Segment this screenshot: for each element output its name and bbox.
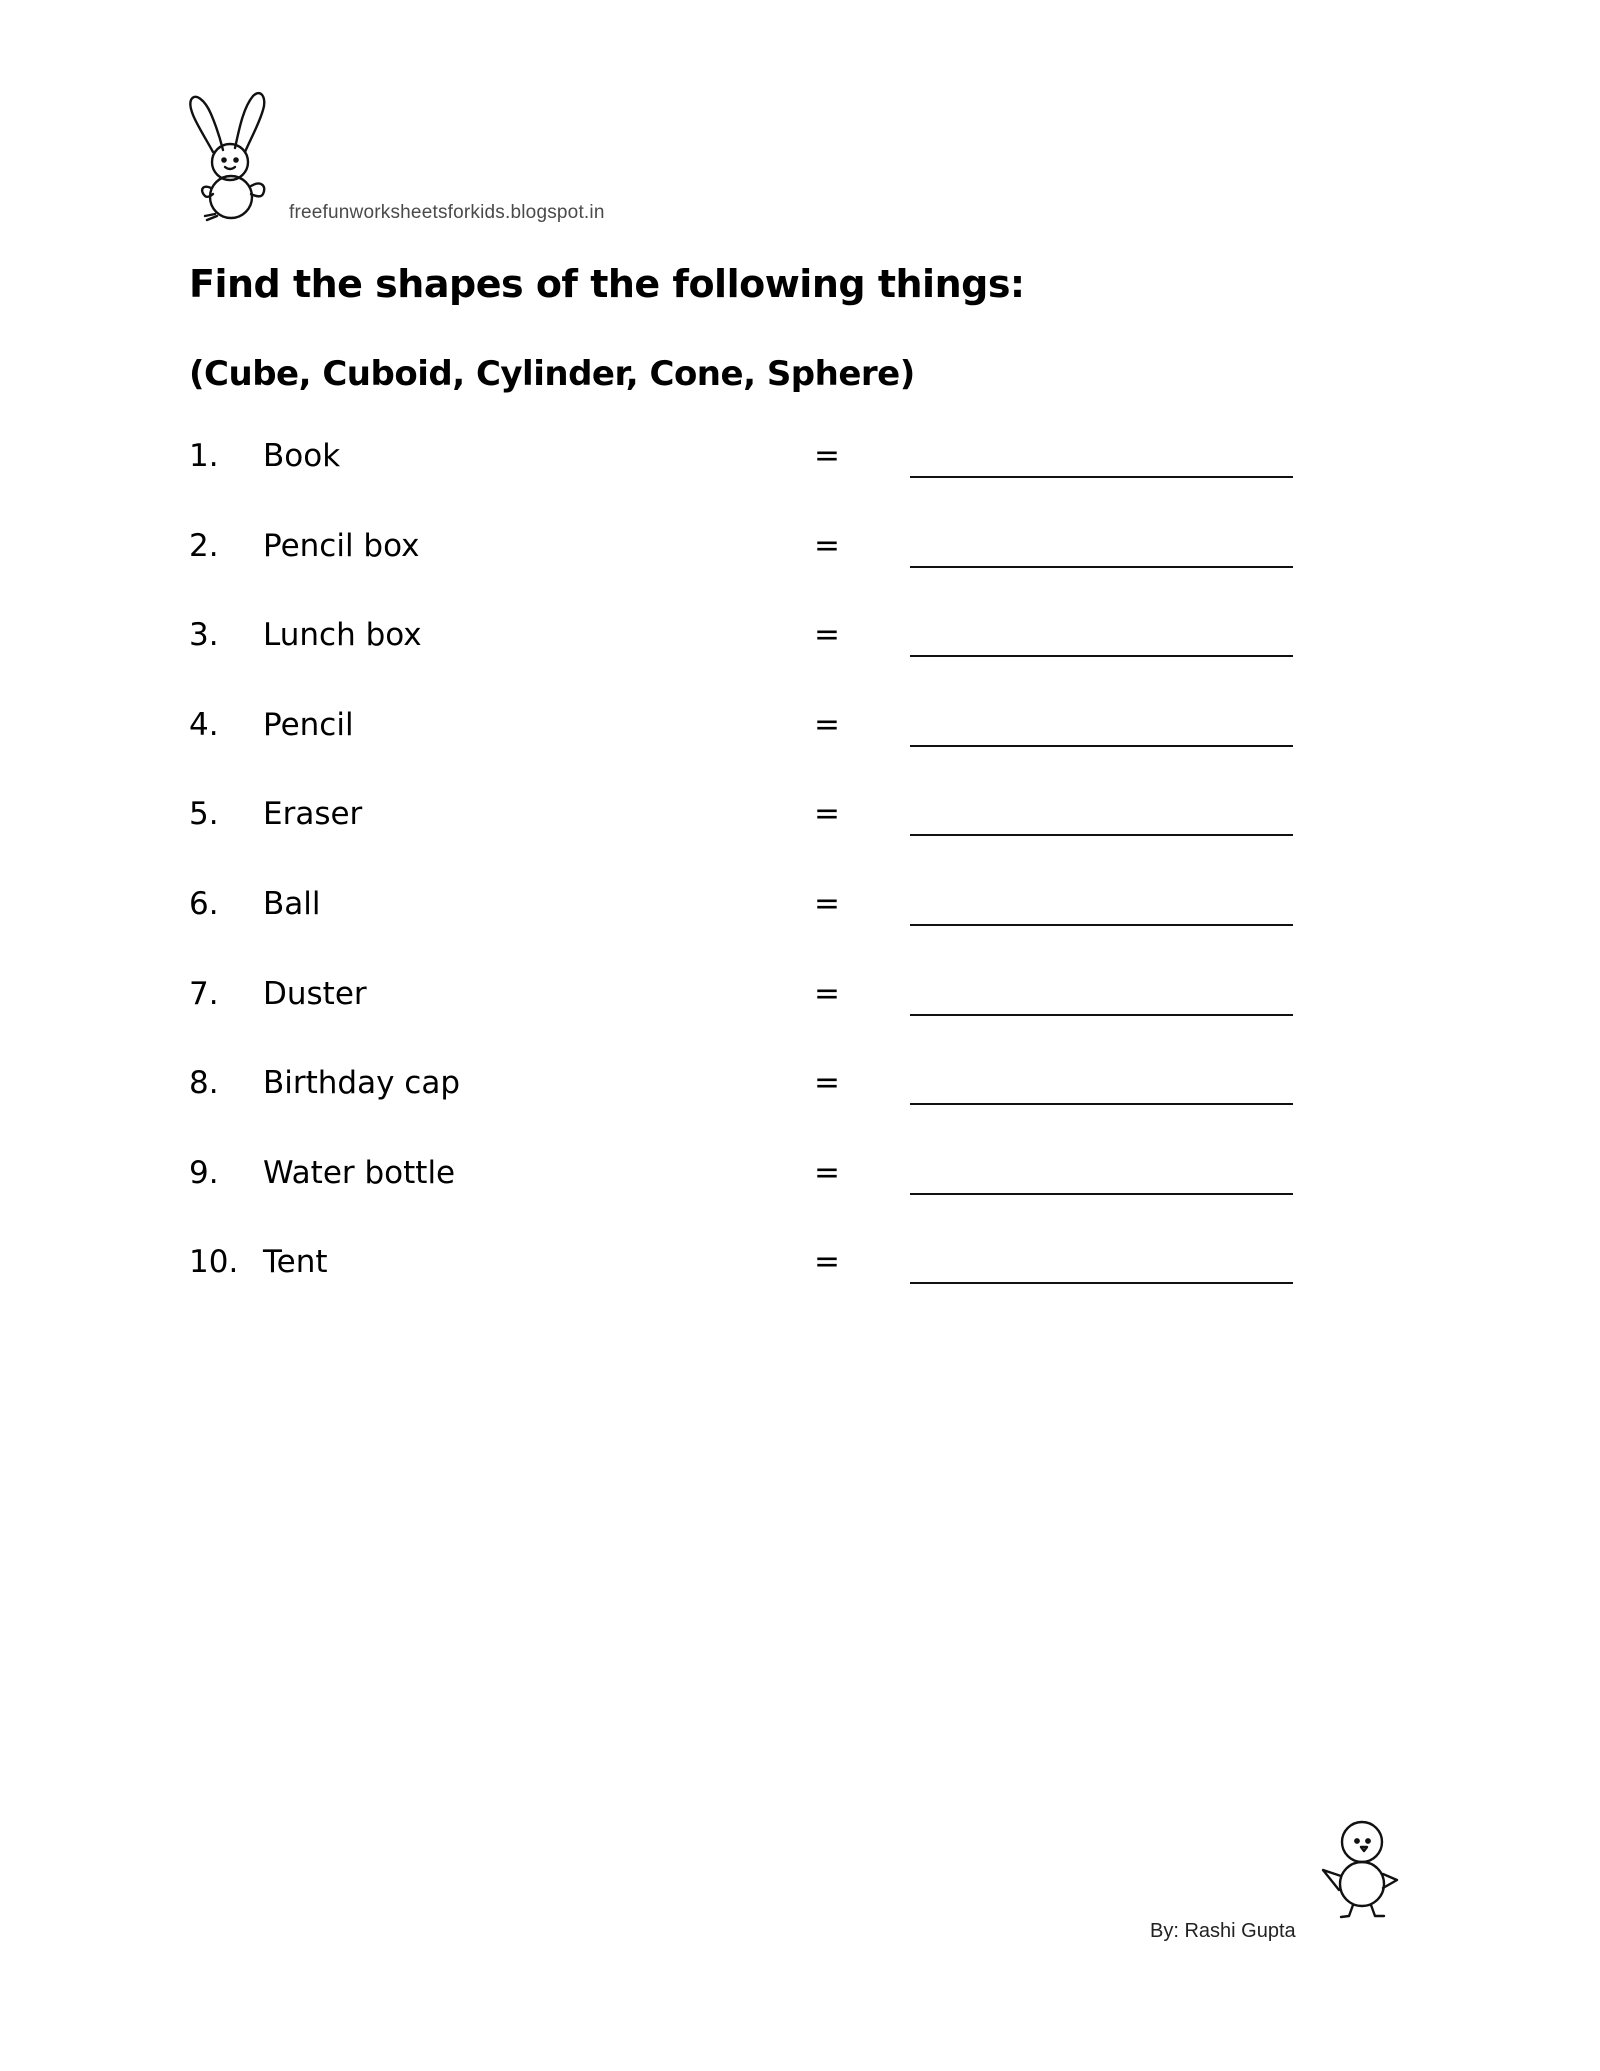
shape-options: (Cube, Cuboid, Cylinder, Cone, Sphere) bbox=[189, 354, 915, 394]
answer-blank[interactable] bbox=[910, 566, 1293, 568]
equals-sign: = bbox=[814, 1065, 840, 1102]
equals-sign: = bbox=[814, 527, 840, 564]
answer-blank[interactable] bbox=[910, 1103, 1293, 1105]
question-row bbox=[0, 1155, 1600, 1245]
answer-blank[interactable] bbox=[910, 745, 1293, 747]
question-number: 8. bbox=[189, 1065, 219, 1102]
question-number: 5. bbox=[189, 796, 219, 833]
equals-sign: = bbox=[814, 885, 840, 922]
question-item: Tent bbox=[263, 1244, 328, 1281]
answer-blank[interactable] bbox=[910, 834, 1293, 836]
question-number: 9. bbox=[189, 1154, 219, 1191]
answer-blank[interactable] bbox=[910, 1193, 1293, 1195]
question-number: 10. bbox=[189, 1244, 239, 1281]
answer-blank[interactable] bbox=[910, 1014, 1293, 1016]
question-item: Lunch box bbox=[263, 617, 422, 654]
question-row bbox=[0, 617, 1600, 707]
question-number: 2. bbox=[189, 527, 219, 564]
question-item: Book bbox=[263, 438, 341, 474]
question-row bbox=[0, 528, 1600, 618]
site-url: freefunworksheetsforkids.blogspot.in bbox=[289, 202, 605, 223]
question-list bbox=[0, 438, 1600, 1334]
question-item: Pencil box bbox=[263, 527, 420, 564]
question-item: Water bottle bbox=[263, 1154, 456, 1191]
answer-blank[interactable] bbox=[910, 655, 1293, 657]
question-item: Birthday cap bbox=[263, 1065, 461, 1102]
author-credit: By: Rashi Gupta bbox=[1150, 1920, 1296, 1942]
equals-sign: = bbox=[814, 1244, 840, 1281]
question-row bbox=[0, 886, 1600, 976]
question-item: Eraser bbox=[263, 796, 363, 833]
question-number: 6. bbox=[189, 885, 219, 922]
worksheet-title: Find the shapes of the following things: bbox=[189, 262, 1025, 306]
question-item: Pencil bbox=[263, 706, 354, 743]
answer-blank[interactable] bbox=[910, 1282, 1293, 1284]
question-row bbox=[0, 796, 1600, 886]
question-number: 3. bbox=[189, 617, 219, 654]
equals-sign: = bbox=[814, 438, 840, 474]
question-row bbox=[0, 1065, 1600, 1155]
equals-sign: = bbox=[814, 1154, 840, 1191]
question-row bbox=[0, 1244, 1600, 1334]
equals-sign: = bbox=[814, 706, 840, 743]
question-item: Duster bbox=[263, 975, 367, 1012]
equals-sign: = bbox=[814, 796, 840, 833]
answer-blank[interactable] bbox=[910, 924, 1293, 926]
question-item: Ball bbox=[263, 885, 321, 922]
equals-sign: = bbox=[814, 975, 840, 1012]
question-row bbox=[0, 976, 1600, 1066]
question-row bbox=[0, 438, 1600, 528]
chick-icon bbox=[1317, 1820, 1401, 1920]
answer-blank[interactable] bbox=[910, 476, 1293, 478]
question-number: 7. bbox=[189, 975, 219, 1012]
equals-sign: = bbox=[814, 617, 840, 654]
question-row bbox=[0, 707, 1600, 797]
question-number: 1. bbox=[189, 438, 219, 474]
bunny-icon bbox=[183, 90, 288, 222]
question-number: 4. bbox=[189, 706, 219, 743]
